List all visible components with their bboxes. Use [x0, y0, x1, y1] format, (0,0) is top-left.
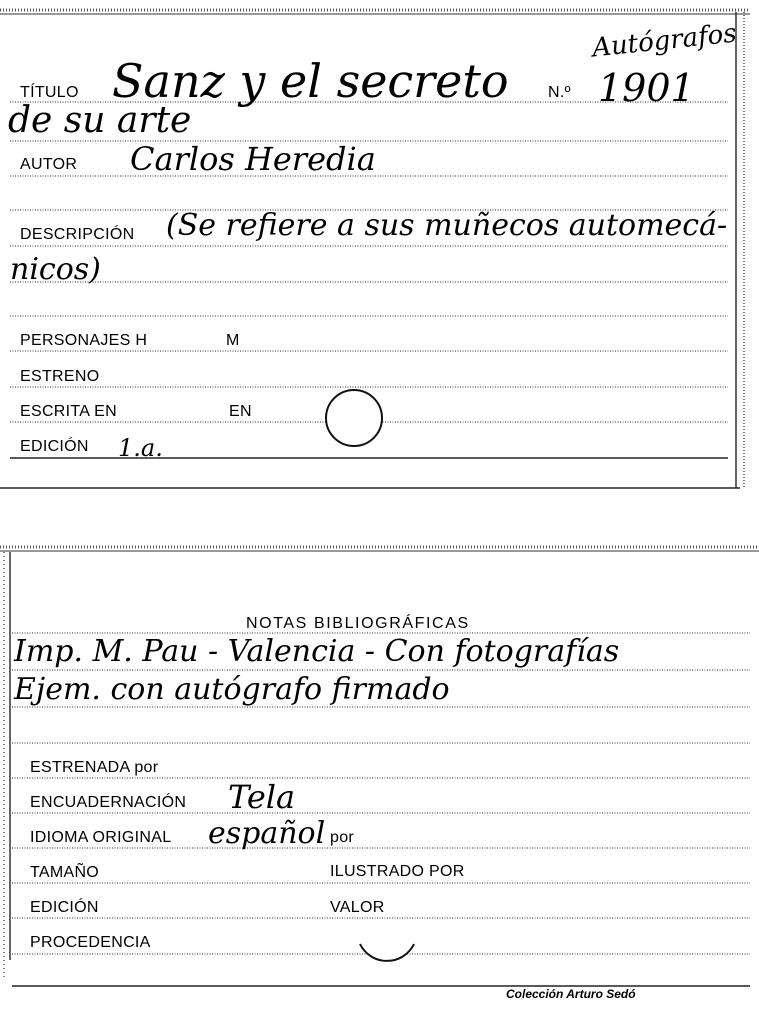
- notas-heading: NOTAS BIBLIOGRÁFICAS: [246, 615, 470, 632]
- titulo-label: TÍTULO: [20, 84, 79, 101]
- notas-line1: Imp. M. Pau - Valencia - Con fotografías: [14, 634, 620, 669]
- notas-line2: Ejem. con autógrafo firmado: [14, 672, 450, 707]
- tamano-label: TAMAÑO: [30, 864, 100, 881]
- collection-colophon: Colección Arturo Sedó: [506, 987, 636, 1001]
- punch-hole: [326, 390, 382, 446]
- ilustrado-label: ILUSTRADO POR: [330, 863, 465, 880]
- idioma-por-label: por: [330, 829, 355, 846]
- personajes-label: PERSONAJES H: [20, 332, 148, 349]
- personajes-m-label: M: [226, 332, 240, 349]
- procedencia-label: PROCEDENCIA: [30, 934, 151, 951]
- edicion-value: 1.a.: [118, 434, 163, 462]
- titulo-value-line2: de su arte: [8, 100, 192, 141]
- descripcion-label: DESCRIPCIÓN: [20, 226, 135, 243]
- edicion-label: EDICIÓN: [20, 438, 89, 455]
- estreno-label: ESTRENO: [20, 368, 100, 385]
- idioma-label: IDIOMA ORIGINAL: [30, 829, 172, 846]
- estrenada-label: ESTRENADA por: [30, 759, 159, 776]
- descripcion-line1: (Se refiere a sus muñecos automecá-: [166, 208, 728, 243]
- header-note: Autógrafos: [590, 18, 738, 64]
- escrita-en-label: ESCRITA EN: [20, 403, 117, 420]
- numero-label: N.º: [548, 84, 571, 101]
- edicion-bottom-label: EDICIÓN: [30, 899, 99, 916]
- autor-label: AUTOR: [20, 156, 78, 173]
- encuadernacion-label: ENCUADERNACIÓN: [30, 794, 187, 811]
- autor-value: Carlos Heredia: [130, 140, 376, 178]
- valor-label: VALOR: [330, 899, 385, 916]
- numero-value: 1901: [598, 66, 695, 110]
- en-label: EN: [229, 403, 252, 420]
- descripcion-line2: nicos): [10, 252, 101, 287]
- punch-hole-bottom: [360, 944, 414, 961]
- titulo-value-line1: Sanz y el secreto: [112, 54, 509, 108]
- encuadernacion-value: Tela: [228, 778, 296, 816]
- idioma-value: español: [208, 816, 326, 851]
